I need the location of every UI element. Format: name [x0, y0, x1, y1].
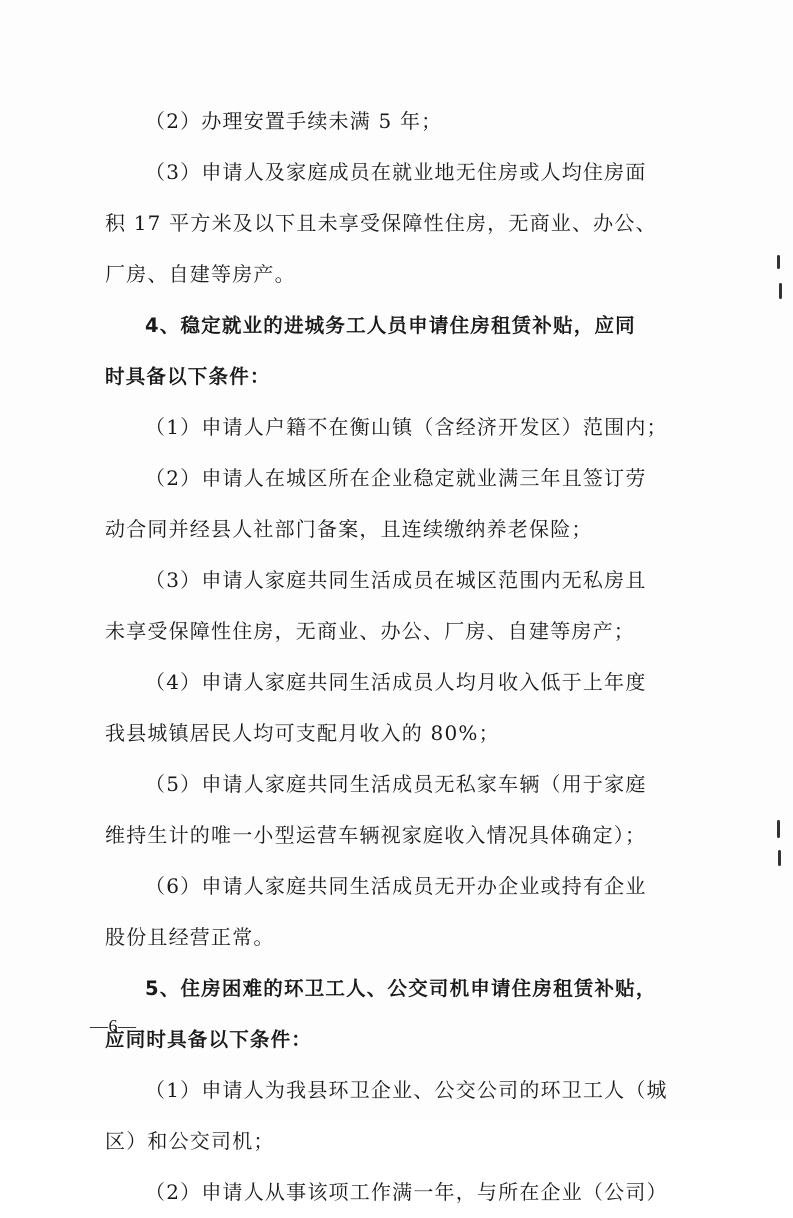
scan-mark [778, 850, 781, 866]
scan-mark [777, 820, 780, 838]
section-heading: 4、稳定就业的进城务工人员申请住房租赁补贴，应同 [145, 314, 636, 337]
section-heading: 5、住房困难的环卫工人、公交司机申请住房租赁补贴， [145, 977, 657, 1000]
text-line: 我县城镇居民人均可支配月收入的 80%； [105, 721, 500, 745]
section-heading: 应同时具备以下条件： [105, 1028, 313, 1051]
text-line: （6）申请人家庭共同生活成员无开办企业或持有企业 [145, 874, 647, 898]
section-heading: 时具备以下条件： [105, 365, 271, 388]
text-line: （1）申请人户籍不在衡山镇（含经济开发区）范围内； [145, 415, 668, 439]
text-line: （3）申请人及家庭成员在就业地无住房或人均住房面 [145, 160, 647, 184]
text-line: 未享受保障性住房，无商业、办公、厂房、自建等房产； [105, 619, 635, 643]
scan-mark [779, 283, 782, 299]
text-line: （5）申请人家庭共同生活成员无私家车辆（用于家庭 [145, 772, 647, 796]
text-line: 积 17 平方米及以下且未享受保障性住房，无商业、办公、 [105, 211, 657, 235]
text-line: 区）和公交司机； [105, 1129, 275, 1153]
text-line: （2）申请人从事该项工作满一年，与所在企业（公司） [145, 1180, 668, 1204]
scan-mark [777, 255, 780, 269]
page-number: —6— [90, 1016, 137, 1036]
document-body [105, 96, 690, 1218]
text-line: （2）申请人在城区所在企业稳定就业满三年且签订劳 [145, 466, 647, 490]
text-line: （2）办理安置手续未满 5 年； [145, 109, 443, 133]
text-line: 维持生计的唯一小型运营车辆视家庭收入情况具体确定）； [105, 823, 647, 847]
text-line: （4）申请人家庭共同生活成员人均月收入低于上年度 [145, 670, 647, 694]
text-line: 动合同并经县人社部门备案，且连续缴纳养老保险； [105, 517, 593, 541]
text-line: 股份且经营正常。 [105, 925, 275, 949]
text-line: （1）申请人为我县环卫企业、公交公司的环卫工人（城 [145, 1078, 668, 1102]
text-line: 厂房、自建等房产。 [105, 262, 296, 286]
text-line: （3）申请人家庭共同生活成员在城区范围内无私房且 [145, 568, 647, 592]
